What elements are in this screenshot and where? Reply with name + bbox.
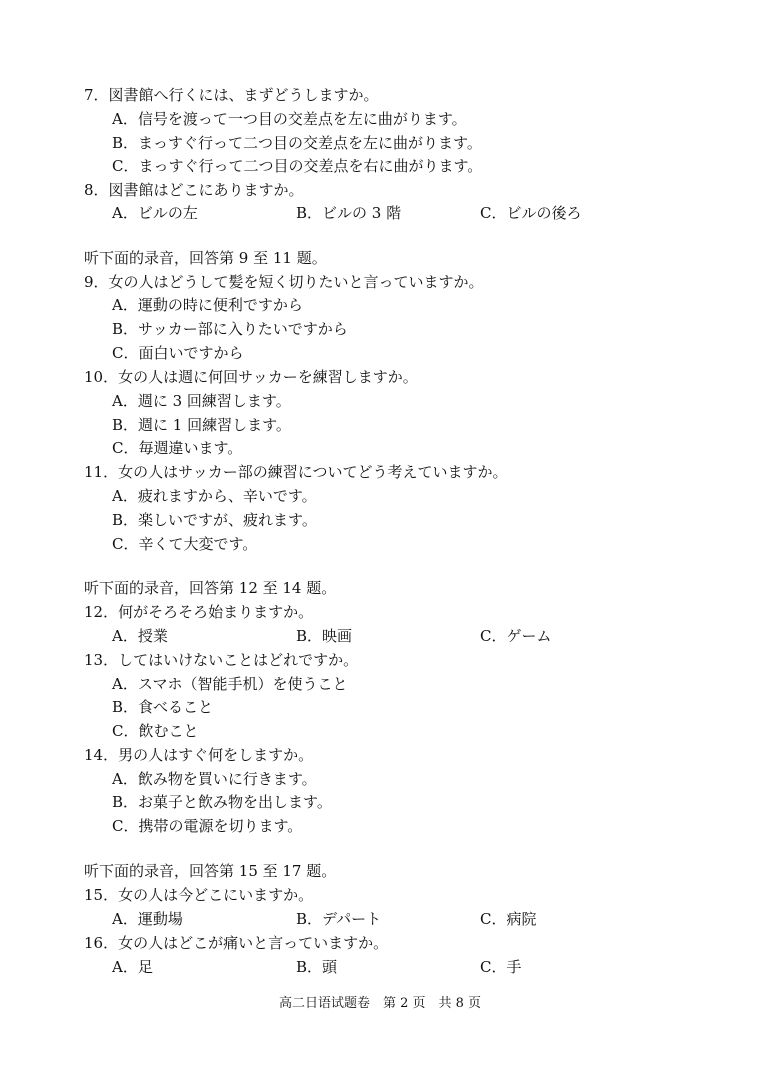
- question-12-option-a: A．授業: [112, 627, 168, 645]
- question-11-option-b: B．楽しいですが、疲れます。: [112, 511, 317, 529]
- question-10-option-b: B．週に 1 回練習します。: [112, 416, 291, 434]
- question-14-option-b: B．お菓子と飲み物を出します。: [112, 793, 332, 811]
- question-8-option-c: C．ビルの後ろ: [480, 204, 582, 222]
- question-10-option-a: A．週に 3 回練習します。: [112, 392, 291, 410]
- question-8-option-b: B．ビルの 3 階: [296, 204, 402, 222]
- question-14-option-c: C．携帯の電源を切ります。: [112, 817, 303, 835]
- question-12-option-b: B．映画: [296, 627, 353, 645]
- question-15-option-b: B．デパート: [296, 910, 382, 928]
- question-16-option-c: C．手: [480, 958, 522, 976]
- question-16-option-a: A．足: [112, 958, 153, 976]
- question-15-options: [112, 907, 672, 931]
- question-13-option-b: B．食べること: [112, 698, 214, 716]
- question-10-stem: 10．女の人は週に何回サッカーを練習しますか。: [84, 368, 418, 386]
- question-11-stem: 11．女の人はサッカー部の練習についてどう考えていますか。: [84, 463, 508, 481]
- question-14-stem: 14．男の人はすぐ何をしますか。: [84, 746, 314, 764]
- section-heading-12-14: 听下面的录音，回答第 12 至 14 题。: [84, 579, 337, 597]
- question-8-options: [112, 201, 672, 225]
- question-11-option-c: C．辛くて大変です。: [112, 535, 258, 553]
- page-footer: 高二日语试题卷 第 2 页 共 8 页: [278, 996, 482, 1011]
- question-15-option-a: A．運動場: [112, 910, 183, 928]
- question-16-options: [112, 955, 672, 979]
- section-heading-15-17: 听下面的录音，回答第 15 至 17 题。: [84, 862, 337, 880]
- question-13-option-c: C．飲むこと: [112, 722, 199, 740]
- question-12-options: [112, 624, 672, 648]
- question-7-stem: 7．図書館へ行くには、まずどうしますか。: [84, 86, 379, 104]
- section-heading-9-11: 听下面的录音，回答第 9 至 11 题。: [84, 249, 327, 267]
- question-15-option-c: C．病院: [480, 910, 537, 928]
- question-9-stem: 9．女の人はどうして髪を短く切りたいと言っていますか。: [84, 273, 484, 291]
- question-16-option-b: B．頭: [296, 958, 338, 976]
- question-12-stem: 12．何がそろそろ始まりますか。: [84, 603, 314, 621]
- question-13-stem: 13．してはいけないことはどれですか。: [84, 651, 359, 669]
- question-13-option-a: A．スマホ（智能手机）を使うこと: [112, 675, 348, 693]
- question-7-option-a: A．信号を渡って一つ目の交差点を左に曲がります。: [112, 110, 467, 128]
- question-10-option-c: C．毎週違います。: [112, 439, 243, 457]
- question-7-option-b: B．まっすぐ行って二つ目の交差点を左に曲がります。: [112, 134, 482, 152]
- question-16-stem: 16．女の人はどこが痛いと言っていますか。: [84, 934, 389, 952]
- question-14-option-a: A．飲み物を買いに行きます。: [112, 770, 317, 788]
- question-11-option-a: A．疲れますから、辛いです。: [112, 487, 317, 505]
- question-15-stem: 15．女の人は今どこにいますか。: [84, 886, 314, 904]
- question-7-option-c: C．まっすぐ行って二つ目の交差点を右に曲がります。: [112, 157, 483, 175]
- question-8-stem: 8．図書館はどこにありますか。: [84, 181, 304, 199]
- question-8-option-a: A．ビルの左: [112, 204, 198, 222]
- question-9-option-a: A．運動の時に便利ですから: [112, 296, 303, 314]
- question-9-option-c: C．面白いですから: [112, 344, 244, 362]
- question-12-option-c: C．ゲーム: [480, 627, 552, 645]
- question-9-option-b: B．サッカー部に入りたいですから: [112, 320, 348, 338]
